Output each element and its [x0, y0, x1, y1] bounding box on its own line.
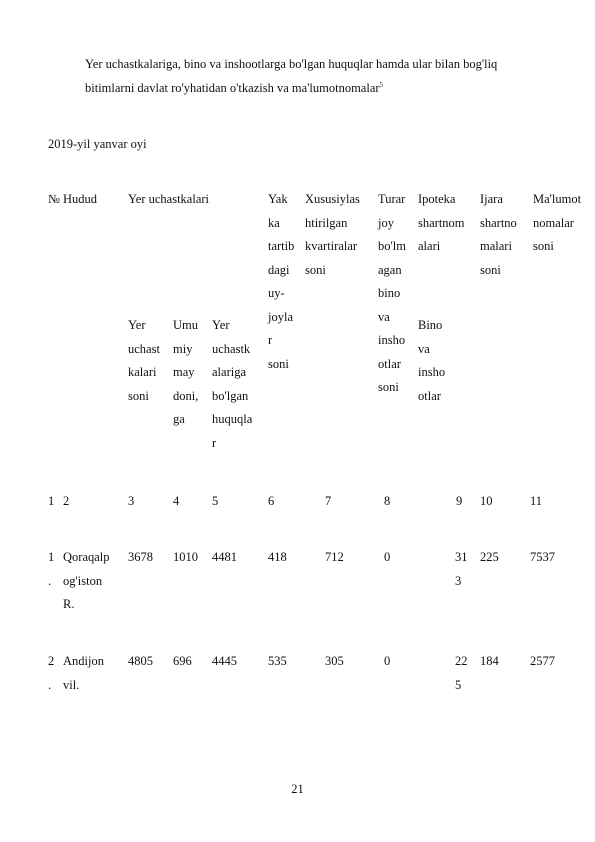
subheader-umumiy-maydoni: Umu miy may doni, ga [173, 318, 199, 426]
col-number: 9 [456, 494, 463, 508]
cell: 305 [325, 654, 344, 668]
date-label: 2019-yil yanvar oyi [48, 137, 147, 151]
header-ipoteka: Ipoteka shartnom alari [418, 192, 465, 253]
col-number: 4 [173, 494, 180, 508]
page-number: 21 [291, 782, 304, 796]
col-number: 2 [63, 494, 70, 508]
header-hudud: Hudud [63, 192, 98, 206]
header-xususiy: Xususiylas htirilgan kvartiralar soni [305, 192, 360, 277]
row-num: 1 . [48, 550, 55, 588]
cell: 1010 [173, 550, 198, 564]
intro-paragraph [85, 53, 565, 100]
subheader-huquqlar: Yer uchastk alariga bo'lgan huquqla r [212, 318, 253, 450]
cell: 4445 [212, 654, 237, 668]
cell: 225 [480, 550, 499, 564]
subheader-yer-soni: Yer uchast kalari soni [128, 318, 160, 403]
cell: 0 [384, 654, 391, 668]
row-num: 2 . [48, 654, 55, 692]
cell: 535 [268, 654, 287, 668]
header-turar-joy: Turar joy bo'lm agan bino va insho otlar soni [378, 192, 406, 394]
intro-line-2: bitimlarni davlat ro'yhatidan o'tkazish va ma'lumotnomalar [85, 80, 380, 95]
header-yakka-tartib: Yak ka tartib dagi uy- joyla r soni [268, 192, 295, 371]
footnote-mark: 5 [379, 80, 384, 89]
subheader-bino-inshootlar: Bino va insho otlar [418, 318, 446, 403]
cell: 712 [325, 550, 344, 564]
row-hudud: Qoraqalp og'iston R. [63, 550, 110, 611]
header-num: № [48, 192, 60, 206]
col-number: 10 [480, 494, 493, 508]
col-number: 1 [48, 494, 55, 508]
row-hudud: Andijon vil. [63, 654, 104, 692]
col-number: 11 [530, 494, 543, 508]
cell: 7537 [530, 550, 555, 564]
col-number: 6 [268, 494, 275, 508]
cell: 418 [268, 550, 287, 564]
cell: 3678 [128, 550, 153, 564]
cell: 31 3 [455, 550, 468, 588]
cell: 4805 [128, 654, 153, 668]
cell: 22 5 [455, 654, 468, 692]
col-number: 7 [325, 494, 332, 508]
cell: 696 [173, 654, 192, 668]
cell: 0 [384, 550, 391, 564]
header-ijara: Ijara shartno malari soni [480, 192, 517, 277]
intro-line-1: Yer uchastkalariga, bino va inshootlarga bo'lgan huquqlar hamda ular bilan bog'liq [85, 57, 498, 71]
col-number: 5 [212, 494, 219, 508]
header-yer-uchastkalari: Yer uchastkalari [128, 192, 209, 206]
cell: 2577 [530, 654, 555, 668]
cell: 4481 [212, 550, 237, 564]
header-malumotnomalar: Ma'lumot nomalar soni [533, 192, 582, 253]
cell: 184 [480, 654, 499, 668]
col-number: 3 [128, 494, 135, 508]
col-number: 8 [384, 494, 391, 508]
